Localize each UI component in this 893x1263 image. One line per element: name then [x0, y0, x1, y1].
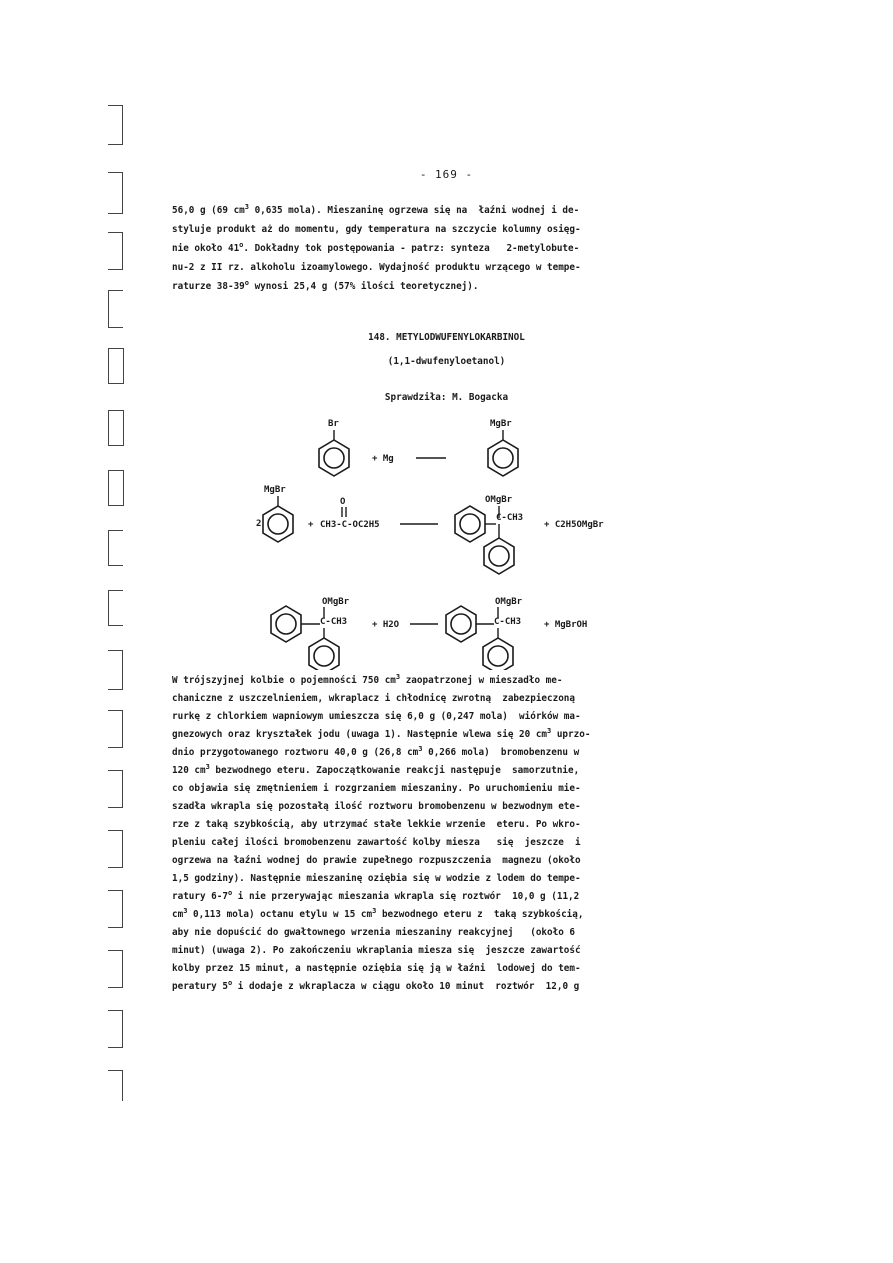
- benzene-ring-circle: [460, 514, 480, 534]
- benzene-ring-circle: [314, 646, 334, 666]
- text-line: 120 $cm^3$ bezwodnego eteru. Zapoczątkowanie reakcji następuje samorzutnie,: [172, 763, 580, 776]
- eq3-prod-top: OMgBr: [495, 597, 523, 607]
- eq2-ester-o: O: [340, 497, 346, 507]
- text-line: 56,0 g (69 $cm^3$ 0,635 mola). Mieszaninę ogrzewa się na łaźni wodnej i de-: [172, 203, 580, 216]
- text-line: nu-2 z II rz. alkoholu izoamylowego. Wydajność produktu wrzącego w tempe-: [172, 262, 581, 273]
- eq1-plus-mg: + Mg: [372, 454, 394, 464]
- binder-bracket: [108, 232, 123, 270]
- eq2-sub-label: MgBr: [264, 485, 286, 495]
- benzene-ring-circle: [493, 448, 513, 468]
- binder-bracket: [108, 105, 123, 145]
- text-line: peratury 5$^o$ i dodaje z wkraplacza w ciągu około 10 minut roztwór 12,0 g: [172, 979, 580, 992]
- reaction-scheme: [0, 410, 893, 670]
- eq2-plus-byproduct: + C2H5OMgBr: [544, 520, 604, 530]
- benzene-ring-circle: [324, 448, 344, 468]
- text-line: kolby przez 15 minut, a następnie oziębia się ją w łaźni lodowej do tem-: [172, 963, 581, 974]
- text-line: rurkę z chlorkiem wapniowym umieszcza się 6,0 g (0,247 mola) wiórków ma-: [172, 711, 581, 722]
- benzene-ring-circle: [268, 514, 288, 534]
- page-number: - 169 -: [419, 168, 474, 181]
- benzene-ring-circle: [489, 546, 509, 566]
- text-line: ogrzewa na łaźni wodnej do prawie zupełnego rozpuszczenia magnezu (około: [172, 855, 581, 866]
- text-line: styluje produkt aż do momentu, gdy temperatura na szczycie kolumny osięg-: [172, 224, 581, 235]
- text-line: chaniczne z uszczelnieniem, wkraplacz i chłodnicę zwrotną zabezpieczoną: [172, 693, 575, 704]
- eq1-product-label: MgBr: [490, 419, 512, 429]
- binder-bracket: [108, 950, 123, 988]
- eq2-ester: CH3-C-OC2H5: [320, 520, 380, 530]
- eq3-prod-chain: C-CH3: [494, 617, 522, 627]
- text-line: pleniu całej ilości bromobenzenu zawartość kolby miesza się jeszcze i: [172, 837, 581, 848]
- benzene-ring-circle: [276, 614, 296, 634]
- text-line: rze z taką szybkością, aby utrzymać stałe lekkie wrzenie eteru. Po wkro-: [172, 819, 581, 830]
- text-line: co objawia się zmętnieniem i rozgrzaniem mieszaniny. Po uruchomieniu mie-: [172, 783, 581, 794]
- binder-bracket: [108, 830, 123, 868]
- text-line: nie około 41$^o$. Dokładny tok postępowania - patrz: synteza 2-metylobute-: [172, 241, 580, 254]
- benzene-ring-circle: [451, 614, 471, 634]
- binder-bracket: [108, 770, 123, 808]
- text-line: W trójszyjnej kolbie o pojemności 750 $cm^3$ zaopatrzonej w mieszadło me-: [172, 673, 563, 686]
- section-subtitle: (1,1-dwufenyloetanol): [387, 356, 506, 367]
- text-line: dnio przygotowanego roztworu 40,0 g (26,8 $cm^3$ 0,266 mola) bromobenzenu w: [172, 745, 580, 758]
- text-line: minut) (uwaga 2). Po zakończeniu wkraplania miesza się jeszcze zawartość: [172, 945, 581, 956]
- eq3-plus-water: + H2O: [372, 620, 400, 630]
- eq2-plus: +: [308, 520, 314, 530]
- eq3-react-chain: C-CH3: [320, 617, 348, 627]
- binder-bracket: [108, 710, 123, 748]
- section-title: 148. METYLODWUFENYLOKARBINOL: [368, 332, 525, 343]
- eq1-bromo-label: Br: [328, 419, 339, 429]
- benzene-ring-circle: [488, 646, 508, 666]
- binder-bracket: [108, 890, 123, 928]
- text-line: ratury 6-7$^o$ i nie przerywając mieszania wkrapla się roztwór 10,0 g (11,2: [172, 889, 580, 902]
- text-line: aby nie dopuścić do gwałtownego wrzenia mieszaniny reakcyjnej (około 6: [172, 927, 575, 938]
- binder-bracket: [108, 1010, 123, 1048]
- text-line: gnezowych oraz kryształek jodu (uwaga 1). Następnie wlewa się 20 $cm^3$ uprzo-: [172, 727, 591, 740]
- text-line: 1,5 godziny). Następnie mieszaninę oziębia się w wodzie z lodem do tempe-: [172, 873, 581, 884]
- eq3-react-top: OMgBr: [322, 597, 350, 607]
- text-line: raturze 38-39$^o$ wynosi 25,4 g (57% ilości teoretycznej).: [172, 279, 479, 292]
- eq2-prod-chain: C-CH3: [496, 513, 524, 523]
- binder-bracket: [108, 1070, 123, 1101]
- eq3-plus-byproduct: + MgBrOH: [544, 620, 588, 630]
- eq2-prod-top: OMgBr: [485, 495, 513, 505]
- checked-by: Sprawdziła: M. Bogacka: [384, 392, 509, 403]
- binder-bracket: [108, 290, 123, 328]
- text-line: szadła wkrapla się pozostałą ilość roztworu bromobenzenu w bezwodnym ete-: [172, 801, 581, 812]
- eq2-coef: 2: [256, 519, 262, 529]
- text-line: $cm^3$ 0,113 mola) octanu etylu w 15 $cm^3$ bezwodnego eteru z taką szybkością,: [172, 907, 584, 920]
